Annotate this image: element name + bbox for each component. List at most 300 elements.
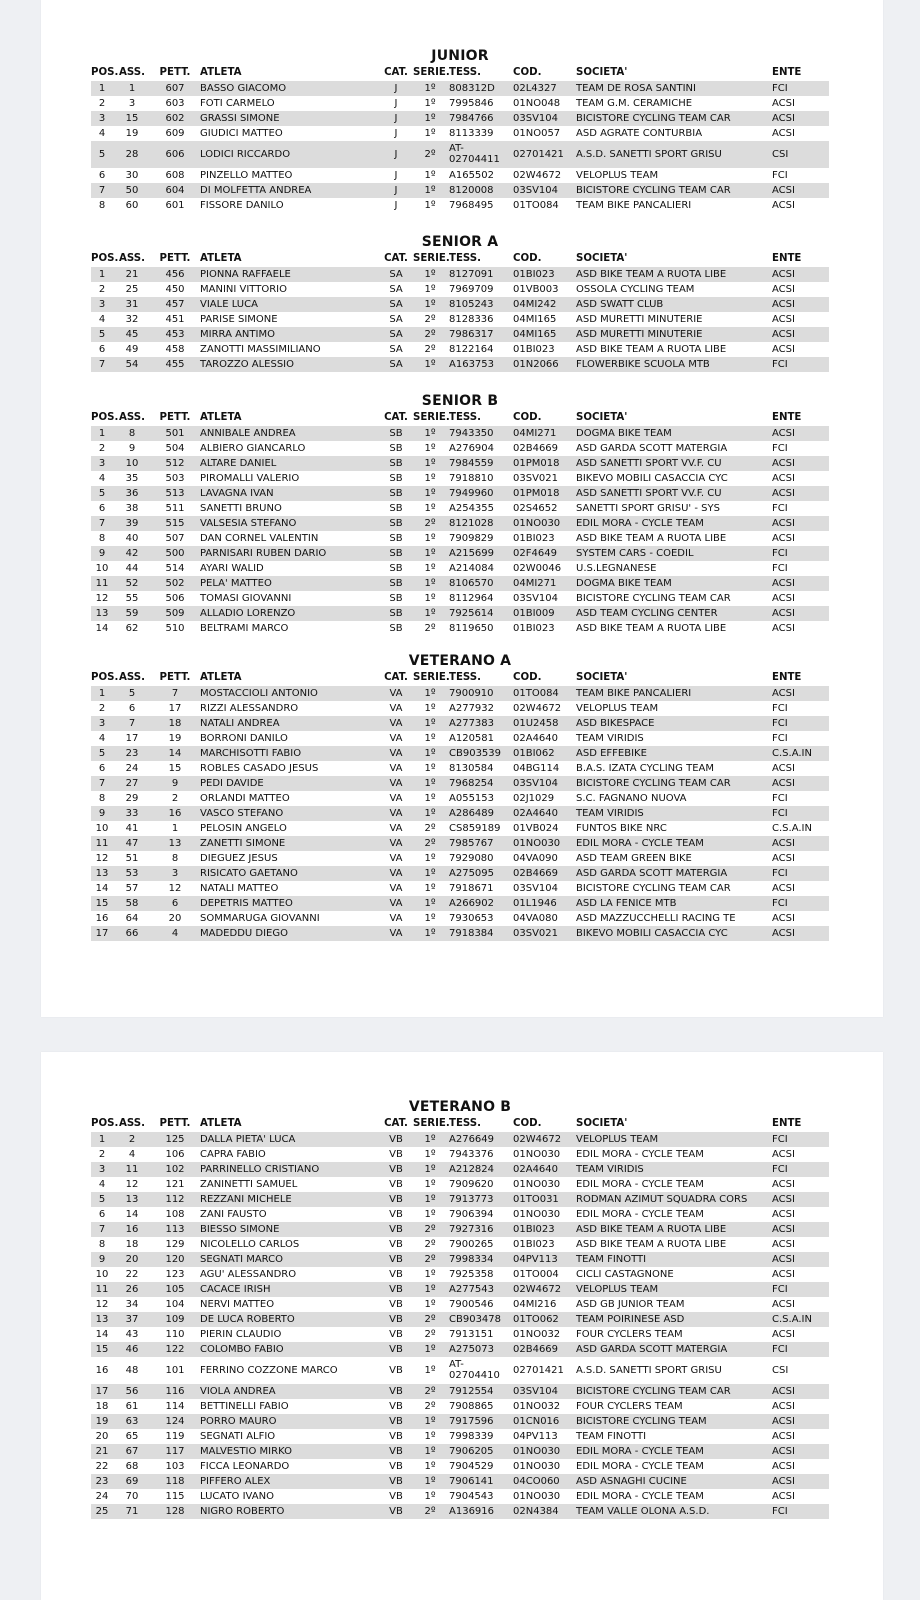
cell-bib-number: 14 [168,748,182,759]
cell-license-number: 7918810 [449,473,494,484]
cell-license-number: A212824 [449,1164,495,1175]
cell-club-code: 04MI271 [513,428,557,439]
table-row [91,896,829,911]
cell-team-name: TEAM BIKE PANCALIERI [576,200,692,211]
cell-overall-position: 6 [128,703,136,714]
cell-license-number: 8121028 [449,518,494,529]
cell-category: VB [389,1401,403,1412]
cell-overall-position: 4 [128,1149,136,1160]
cell-federation: ACSI [772,1149,795,1160]
cell-position: 8 [98,533,106,544]
cell-team-name: ASD TEAM CYCLING CENTER [576,608,718,619]
cell-team-name: TEAM FINOTTI [576,1431,647,1442]
cell-bib-number: 113 [165,1224,185,1235]
header-position: POS. [91,253,119,264]
cell-license-number: 7909620 [449,1179,494,1190]
cell-position: 4 [98,473,106,484]
cell-series: 1º [424,563,436,574]
cell-bib-number: 451 [165,314,185,325]
cell-team-name: ASD BIKE TEAM A RUOTA LIBE [576,1239,727,1250]
cell-club-code: 03SV104 [513,185,558,196]
cell-team-name: TEAM VALLE OLONA A.S.D. [576,1506,710,1517]
cell-position: 9 [98,548,106,559]
cell-license-number: A275073 [449,1344,495,1355]
cell-series: 2º [424,823,436,834]
table-row [91,282,829,297]
cell-position: 4 [98,128,106,139]
cell-club-code: 04CO060 [513,1476,560,1487]
cell-athlete-name: BIESSO SIMONE [200,1224,280,1235]
cell-club-code: 03SV104 [513,113,558,124]
cell-overall-position: 10 [125,458,139,469]
cell-position: 15 [95,898,109,909]
cell-team-name: ASD MAZZUCCHELLI RACING TE [576,913,736,924]
cell-bib-number: 19 [168,733,182,744]
cell-team-name: S.C. FAGNANO NUOVA [576,793,687,804]
cell-category: VB [389,1431,403,1442]
cell-license-number: 7929080 [449,853,494,864]
cell-athlete-name: NICOLELLO CARLOS [200,1239,300,1250]
cell-athlete-name: PIONNA RAFFAELE [200,269,291,280]
cell-athlete-name: VASCO STEFANO [200,808,284,819]
cell-bib-number: 104 [165,1299,185,1310]
cell-position: 12 [95,593,109,604]
cell-club-code: 04MI242 [513,299,557,310]
cell-position: 2 [98,284,106,295]
table-row [91,761,829,776]
cell-team-name: B.A.S. IZATA CYCLING TEAM [576,763,714,774]
table-row [91,327,829,342]
cell-license-number: 8122164 [449,344,494,355]
cell-federation: ACSI [772,1386,795,1397]
table-row [91,183,829,198]
table-row [91,486,829,501]
cell-bib-number: 515 [165,518,185,529]
cell-team-name: BICISTORE CYCLING TEAM CAR [576,113,731,124]
cell-series: 1º [424,284,436,295]
cell-team-name: ASD SANETTI SPORT VV.F. CU [576,458,722,469]
cell-federation: ACSI [772,838,795,849]
table-row [91,1429,829,1444]
cell-athlete-name: BORRONI DANILO [200,733,288,744]
cell-category: VA [389,913,403,924]
cell-overall-position: 44 [125,563,139,574]
cell-overall-position: 41 [125,823,139,834]
cell-overall-position: 5 [128,688,136,699]
cell-position: 13 [95,608,109,619]
header-category: CAT. [384,672,408,683]
cell-federation: ACSI [772,1209,795,1220]
cell-athlete-name: FERRINO COZZONE MARCO [200,1365,338,1376]
cell-series: 1º [424,1179,436,1190]
cell-series: 1º [424,593,436,604]
cell-bib-number: 450 [165,284,185,295]
cell-bib-number: 108 [165,1209,185,1220]
cell-bib-number: 6 [171,898,179,909]
cell-overall-position: 51 [125,853,139,864]
cell-athlete-name: LUCATO IVANO [200,1491,274,1502]
cell-license-number: 808312D [449,83,495,94]
cell-category: VB [389,1239,403,1250]
cell-club-code: 02S4652 [513,503,558,514]
cell-athlete-name: NERVI MATTEO [200,1299,275,1310]
cell-license-number: A277543 [449,1284,495,1295]
cell-category: J [394,185,398,196]
cell-category: VA [389,898,403,909]
cell-federation: ACSI [772,1401,795,1412]
cell-position: 3 [98,299,106,310]
cell-license-number: A275095 [449,868,495,879]
cell-bib-number: 458 [165,344,185,355]
cell-category: SB [389,533,403,544]
cell-federation: ACSI [772,314,795,325]
cell-bib-number: 609 [165,128,185,139]
cell-club-code: 02W4672 [513,1134,562,1145]
cell-license-number: A214084 [449,563,495,574]
cell-series: 1º [424,1476,436,1487]
header-bib-number: PETT. [159,1118,191,1129]
cell-overall-position: 22 [125,1269,139,1280]
cell-overall-position: 7 [128,718,136,729]
table-row [91,1147,829,1162]
cell-category: SB [389,503,403,514]
cell-category: SB [389,488,403,499]
cell-series: 1º [424,299,436,310]
cell-team-name: TEAM BIKE PANCALIERI [576,688,692,699]
header-series: SERIE. [413,672,450,683]
cell-bib-number: 601 [165,200,185,211]
cell-category: SA [389,314,403,325]
cell-team-name: ASD MURETTI MINUTERIE [576,329,703,340]
cell-athlete-name: ALTARE DANIEL [200,458,277,469]
cell-license-number: 7949960 [449,488,494,499]
table-row [91,342,829,357]
cell-club-code: 03SV021 [513,473,558,484]
cell-club-code: 02W0046 [513,563,562,574]
table-row [91,501,829,516]
cell-club-code: 01NO030 [513,1446,561,1457]
cell-category: VB [389,1386,403,1397]
cell-license-number: 7943376 [449,1149,494,1160]
table-row [91,1384,829,1399]
cell-club-code: 01TO062 [513,1314,559,1325]
cell-club-code: 02W4672 [513,170,562,181]
cell-team-name: EDIL MORA - CYCLE TEAM [576,1209,704,1220]
cell-license-number: 7998334 [449,1254,494,1265]
cell-bib-number: 1 [171,823,179,834]
table-row [91,441,829,456]
cell-bib-number: 13 [168,838,182,849]
cell-team-name: ASD BIKE TEAM A RUOTA LIBE [576,623,727,634]
table-row [91,591,829,606]
cell-overall-position: 48 [125,1365,139,1376]
cell-position: 5 [98,1194,106,1205]
cell-bib-number: 8 [171,853,179,864]
cell-team-name: EDIL MORA - CYCLE TEAM [576,518,704,529]
cell-team-name: TEAM VIRIDIS [576,1164,644,1175]
cell-overall-position: 39 [125,518,139,529]
cell-overall-position: 1 [128,83,136,94]
cell-athlete-name: BETTINELLI FABIO [200,1401,289,1412]
cell-series: 2º [424,314,436,325]
cell-series: 1º [424,733,436,744]
cell-position: 6 [98,763,106,774]
cell-series: 1º [424,128,436,139]
section-title: VETERANO A [408,653,512,669]
cell-series: 1º [424,688,436,699]
cell-club-code: 01NO030 [513,1491,561,1502]
cell-athlete-name: MARCHISOTTI FABIO [200,748,302,759]
cell-series: 1º [424,269,436,280]
cell-overall-position: 35 [125,473,139,484]
cell-team-name: BICISTORE CYCLING TEAM CAR [576,185,731,196]
cell-overall-position: 24 [125,763,139,774]
cell-club-code: 01U2458 [513,718,559,729]
cell-license-number: 7904529 [449,1461,494,1472]
cell-series: 2º [424,838,436,849]
cell-series: 1º [424,778,436,789]
cell-series: 2º [424,1314,436,1325]
cell-series: 2º [424,149,436,160]
cell-bib-number: 9 [171,778,179,789]
cell-team-name: DOGMA BIKE TEAM [576,428,672,439]
cell-position: 3 [98,718,106,729]
cell-license-number: 7995846 [449,98,494,109]
cell-license-number: A266902 [449,898,495,909]
cell-category: VB [389,1209,403,1220]
cell-series: 1º [424,748,436,759]
cell-team-name: ASD LA FENICE MTB [576,898,677,909]
cell-federation: ACSI [772,1446,795,1457]
cell-athlete-name: ALLADIO LORENZO [200,608,296,619]
cell-category: J [394,170,398,181]
cell-series: 1º [424,913,436,924]
cell-athlete-name: ZANINETTI SAMUEL [200,1179,298,1190]
header-bib-number: PETT. [159,253,191,264]
cell-category: VB [389,1506,403,1517]
cell-federation: ACSI [772,608,795,619]
cell-series: 1º [424,928,436,939]
cell-position: 12 [95,1299,109,1310]
cell-license-number: 7913773 [449,1194,494,1205]
cell-license-number: A254355 [449,503,495,514]
cell-position: 25 [95,1506,109,1517]
cell-overall-position: 9 [128,443,136,454]
cell-category: VB [389,1194,403,1205]
cell-series: 1º [424,808,436,819]
cell-club-code: 02B4669 [513,443,559,454]
cell-club-code: 01N2066 [513,359,559,370]
table-row [91,561,829,576]
cell-position: 5 [98,329,106,340]
cell-license-number: 7917596 [449,1416,494,1427]
cell-bib-number: 511 [165,503,185,514]
table-row [91,686,829,701]
cell-series: 2º [424,329,436,340]
cell-federation: ACSI [772,458,795,469]
cell-athlete-name: BELTRAMI MARCO [200,623,289,634]
header-license-number: TESS. [449,1118,481,1129]
table-row [91,621,829,636]
cell-series: 1º [424,1299,436,1310]
cell-club-code: 01NO032 [513,1329,561,1340]
table-row [91,126,829,141]
cell-license-number: 7900265 [449,1239,494,1250]
table-header [91,671,829,685]
cell-athlete-name: RIZZI ALESSANDRO [200,703,299,714]
cell-category: VB [389,1299,403,1310]
table-row [91,1267,829,1282]
cell-category: SB [389,623,403,634]
cell-license-number: 7968495 [449,200,494,211]
cell-federation: CSI [772,1365,789,1376]
cell-bib-number: 2 [171,793,179,804]
cell-category: VA [389,868,403,879]
cell-bib-number: 124 [165,1416,185,1427]
cell-position: 14 [95,883,109,894]
cell-category: VA [389,853,403,864]
cell-federation: ACSI [772,1476,795,1487]
cell-club-code: 03SV104 [513,883,558,894]
cell-bib-number: 110 [165,1329,185,1340]
header-team-name: SOCIETA' [576,1118,628,1129]
cell-category: VB [389,1179,403,1190]
cell-category: SB [389,563,403,574]
cell-position: 23 [95,1476,109,1487]
table-row [91,1132,829,1147]
cell-series: 1º [424,868,436,879]
cell-overall-position: 50 [125,185,139,196]
header-series: SERIE. [413,1118,450,1129]
cell-federation: FCI [772,503,788,514]
cell-federation: ACSI [772,778,795,789]
cell-category: VB [389,1284,403,1295]
cell-team-name: TEAM DE ROSA SANTINI [576,83,696,94]
cell-club-code: 01BI023 [513,344,555,355]
cell-position: 8 [98,1239,106,1250]
cell-federation: FCI [772,443,788,454]
cell-overall-position: 16 [125,1224,139,1235]
cell-team-name: ASD AGRATE CONTURBIA [576,128,703,139]
cell-series: 2º [424,344,436,355]
cell-team-name: TEAM VIRIDIS [576,733,644,744]
cell-team-name: ASD GB JUNIOR TEAM [576,1299,685,1310]
cell-overall-position: 53 [125,868,139,879]
cell-overall-position: 37 [125,1314,139,1325]
cell-athlete-name: ZANI FAUSTO [200,1209,267,1220]
cell-team-name: BIKEVO MOBILI CASACCIA CYC [576,473,728,484]
cell-position: 4 [98,733,106,744]
cell-position: 1 [98,269,106,280]
cell-category: SB [389,548,403,559]
cell-overall-position: 32 [125,314,139,325]
cell-team-name: BICISTORE CYCLING TEAM CAR [576,883,731,894]
table-row [91,426,829,441]
cell-bib-number: 115 [165,1491,185,1502]
cell-athlete-name: ROBLES CASADO JESUS [200,763,319,774]
cell-federation: ACSI [772,113,795,124]
cell-bib-number: 16 [168,808,182,819]
cell-club-code: 02N4384 [513,1506,559,1517]
cell-license-number: 8112964 [449,593,494,604]
cell-club-code: 01BI062 [513,748,555,759]
cell-team-name: ASD BIKE TEAM A RUOTA LIBE [576,533,727,544]
table-row [91,881,829,896]
cell-athlete-name: MOSTACCIOLI ANTONIO [200,688,318,699]
table-row [91,866,829,881]
cell-team-name: RODMAN AZIMUT SQUADRA CORS [576,1194,748,1205]
cell-team-name: VELOPLUS TEAM [576,1284,659,1295]
cell-license-number: 7918384 [449,928,494,939]
cell-license-number: 7925614 [449,608,494,619]
cell-team-name: SYSTEM CARS - COEDIL [576,548,694,559]
cell-position: 7 [98,778,106,789]
cell-club-code: 03SV104 [513,1386,558,1397]
header-series: SERIE. [413,67,450,78]
header-position: POS. [91,1118,119,1129]
cell-position: 6 [98,170,106,181]
cell-position: 18 [95,1401,109,1412]
cell-team-name: ASD ASNAGHI CUCINE [576,1476,687,1487]
cell-club-code: 04VA080 [513,913,558,924]
table-row [91,1297,829,1312]
cell-federation: C.S.A.IN [772,1314,812,1325]
cell-team-name: ASD SWATT CLUB [576,299,664,310]
header-federation: ENTE [772,67,802,78]
cell-overall-position: 26 [125,1284,139,1295]
cell-series: 1º [424,1491,436,1502]
cell-club-code: 04MI165 [513,329,557,340]
cell-overall-position: 31 [125,299,139,310]
cell-license-number: 8119650 [449,623,494,634]
cell-athlete-name: ZANOTTI MASSIMILIANO [200,344,321,355]
cell-license-number: A277383 [449,718,495,729]
cell-overall-position: 40 [125,533,139,544]
cell-team-name: TEAM G.M. CERAMICHE [576,98,693,109]
cell-club-code: 03SV021 [513,928,558,939]
cell-position: 1 [98,1134,106,1145]
cell-category: VA [389,703,403,714]
header-club-code: COD. [513,67,542,78]
cell-license-number: 7985767 [449,838,494,849]
cell-athlete-name: PIROMALLI VALERIO [200,473,300,484]
cell-federation: ACSI [772,623,795,634]
cell-license-number: 7909829 [449,533,494,544]
table-row [91,1162,829,1177]
section-title: JUNIOR [431,48,489,64]
results-table [91,1132,829,1519]
cell-license-number: 8128336 [449,314,494,325]
cell-overall-position: 11 [125,1164,139,1175]
cell-bib-number: 455 [165,359,185,370]
cell-federation: ACSI [772,593,795,604]
cell-overall-position: 43 [125,1329,139,1340]
cell-federation: ACSI [772,1416,795,1427]
table-row [91,606,829,621]
cell-category: VA [389,823,403,834]
cell-position: 3 [98,1164,106,1175]
table-row [91,1399,829,1414]
cell-club-code: 02W4672 [513,1284,562,1295]
cell-athlete-name: ZANETTI SIMONE [200,838,286,849]
cell-bib-number: 514 [165,563,185,574]
cell-club-code: 02L4327 [513,83,557,94]
cell-bib-number: 129 [165,1239,185,1250]
cell-club-code: 01TO084 [513,200,559,211]
cell-category: VB [389,1446,403,1457]
cell-federation: FCI [772,548,788,559]
cell-license-number: 7912554 [449,1386,494,1397]
